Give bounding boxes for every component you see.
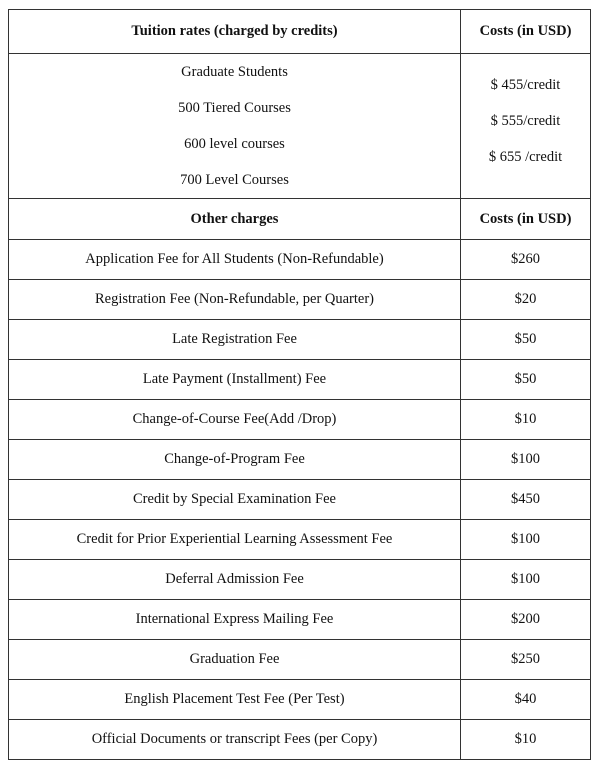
fee-name: Deferral Admission Fee [9,560,461,600]
fee-cost: $100 [461,440,591,480]
tuition-description: 700 Level Courses [180,172,289,188]
other-charges-header-label: Other charges [9,199,461,240]
tuition-description: Graduate Students [181,64,288,80]
fee-row [9,280,591,320]
fee-row [9,560,591,600]
fee-name: Late Payment (Installment) Fee [9,360,461,400]
tuition-description: 600 level courses [184,136,285,152]
fee-name: Credit for Prior Experiential Learning Assessment Fee [9,520,461,560]
fee-cost: $100 [461,520,591,560]
fee-table [8,9,591,760]
fee-cost: $10 [461,400,591,440]
other-charges-header-cost-label: Costs (in USD) [461,199,591,240]
fee-name: International Express Mailing Fee [9,600,461,640]
fee-row [9,240,591,280]
fee-name: Late Registration Fee [9,320,461,360]
fee-cost: $100 [461,560,591,600]
fee-cost: $250 [461,640,591,680]
tuition-cost: $ 655 /credit [488,149,563,165]
fee-row [9,360,591,400]
fee-row [9,680,591,720]
fee-cost: $450 [461,480,591,520]
fee-name: Application Fee for All Students (Non-Refundable) [9,240,461,280]
tuition-description: 500 Tiered Courses [178,100,291,116]
tuition-cost: $ 455/credit [490,77,561,93]
fee-row [9,440,591,480]
tuition-cost: $ 555/credit [490,113,561,129]
tuition-descriptions-cell [9,54,461,199]
fee-row [9,720,591,760]
tuition-rates-row [9,54,591,199]
fee-row [9,640,591,680]
tuition-header-label: Tuition rates (charged by credits) [9,10,461,54]
fee-cost: $260 [461,240,591,280]
fee-cost: $40 [461,680,591,720]
fee-name: Change-of-Course Fee(Add /Drop) [9,400,461,440]
fee-name: Change-of-Program Fee [9,440,461,480]
fee-cost: $50 [461,360,591,400]
other-charges-header-row [9,199,591,240]
fee-row [9,320,591,360]
fee-name: Credit by Special Examination Fee [9,480,461,520]
fee-cost: $20 [461,280,591,320]
fee-name: Registration Fee (Non-Refundable, per Quarter) [9,280,461,320]
fee-row [9,400,591,440]
fee-name: English Placement Test Fee (Per Test) [9,680,461,720]
fee-cost: $50 [461,320,591,360]
fee-cost: $200 [461,600,591,640]
tuition-costs-cell [461,54,591,199]
tuition-header-cost-label: Costs (in USD) [461,10,591,54]
fee-cost: $10 [461,720,591,760]
tuition-header-row [9,10,591,54]
fee-row [9,600,591,640]
fee-row [9,480,591,520]
fee-row [9,520,591,560]
fee-name: Official Documents or transcript Fees (per Copy) [9,720,461,760]
fee-name: Graduation Fee [9,640,461,680]
